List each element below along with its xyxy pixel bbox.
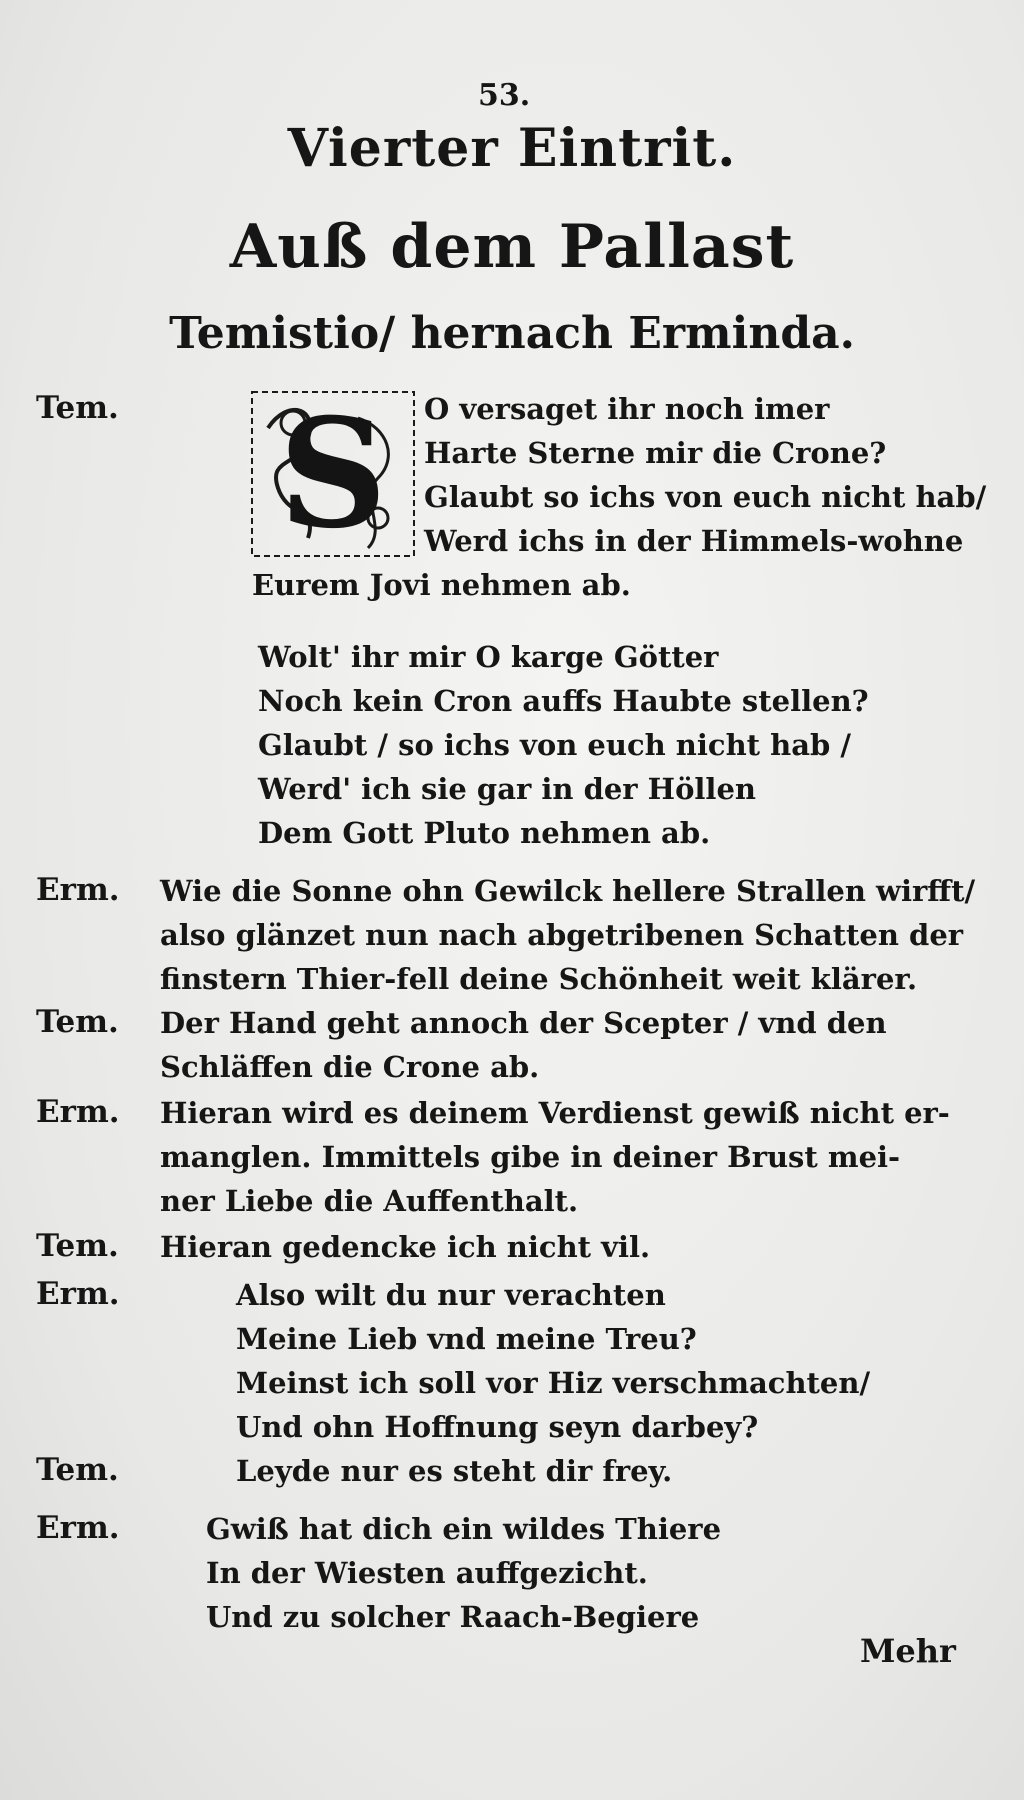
verse-line: Meine Lieb vnd meine Treu? [236,1322,697,1356]
verse-line: Werd ichs in der Himmels-wohne [424,524,964,558]
verse-line: Harte Sterne mir die Crone? [424,436,887,470]
speaker-label: Tem. [36,1228,119,1264]
prose-line: Der Hand geht annoch der Scepter / vnd den [160,1006,887,1040]
scene-location: Auß dem Pallast [229,212,795,282]
speaker-label: Tem. [36,1452,119,1488]
prose-line: Wie die Sonne ohn Gewilck hellere Strallen wirfft/ [160,874,976,908]
scene-title: Vierter Eintrit. [287,118,737,179]
speaker-label: Erm. [36,872,120,908]
drop-cap-letter: S [278,388,388,560]
verse-line: Leyde nur es steht dir frey. [236,1454,673,1488]
verse-line: Glaubt so ichs von euch nicht hab/ [424,480,987,514]
verse-line: O versaget ihr noch imer [424,392,830,426]
verse-line: Eurem Jovi nehmen ab. [252,568,631,602]
prose-line: Hieran wird es deinem Verdienst gewiß nicht er- [160,1096,950,1130]
page-number: 53. [478,78,531,113]
scene-characters: Temistio/ hernach Erminda. [169,308,855,359]
catchword: Mehr [860,1632,956,1670]
speaker-label: Tem. [36,1004,119,1040]
prose-line: ner Liebe die Auffenthalt. [160,1184,579,1218]
prose-line: also glänzet nun nach abgetribenen Schatten der [160,918,964,952]
verse-line: Glaubt / so ichs von euch nicht hab / [258,728,851,762]
verse-line: Dem Gott Pluto nehmen ab. [258,816,711,850]
speaker-label: Erm. [36,1510,120,1546]
verse-line: Also wilt du nur verachten [236,1278,666,1312]
verse-line: Wolt' ihr mir O karge Götter [258,640,719,674]
prose-line: finstern Thier-fell deine Schönheit weit klärer. [160,962,918,996]
speaker-label: Erm. [36,1276,120,1312]
verse-line: In der Wiesten auffgezicht. [206,1556,648,1590]
verse-line: Und ohn Hoffnung seyn darbey? [236,1410,759,1444]
prose-line: manglen. Immittels gibe in deiner Brust mei- [160,1140,901,1174]
verse-line: Werd' ich sie gar in der Höllen [258,772,756,806]
verse-line: Gwiß hat dich ein wildes Thiere [206,1512,722,1546]
ornamental-drop-cap [248,388,418,560]
speaker-label: Tem. [36,390,119,426]
verse-line: Meinst ich soll vor Hiz verschmachten/ [236,1366,871,1400]
prose-line: Schläffen die Crone ab. [160,1050,540,1084]
prose-line: Hieran gedencke ich nicht vil. [160,1230,651,1264]
verse-line: Und zu solcher Raach-Begiere [206,1600,700,1634]
verse-line: Noch kein Cron auffs Haubte stellen? [258,684,869,718]
speaker-label: Erm. [36,1094,120,1130]
